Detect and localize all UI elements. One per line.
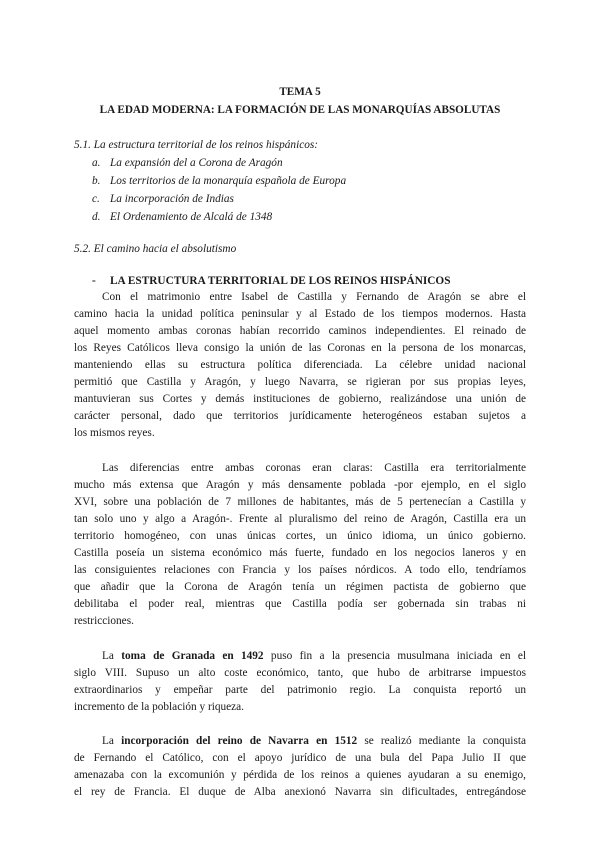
outline-5-1: 5.1. La estructura territorial de los reinos hispánicos:	[74, 139, 319, 151]
p3-line: siglo VIII. Supuso un alto coste económico, tanto, que hubo de arbitrarse impuestos	[74, 667, 526, 679]
section-title: LA ESTRUCTURA TERRITORIAL DE LOS REINOS HISPÁNICOS	[110, 275, 451, 287]
p1-line: los mismos reyes.	[74, 427, 155, 439]
p3-bold: toma de Granada en 1492	[121, 650, 264, 662]
p3-line: incremento de la población y riqueza.	[74, 701, 245, 713]
p2-line: mucho más extensa que Aragón y más densamente poblada -por ejemplo, en el siglo	[74, 479, 526, 491]
outline-item-label: d.	[92, 211, 101, 223]
outline-5-2: 5.2. El camino hacia el absolutismo	[74, 243, 237, 255]
p4-line-1	[102, 734, 526, 748]
p4-bold: incorporación del reino de Navarra en 1512	[121, 735, 358, 747]
p1-line: camino hacia la unidad política peninsular y al Estado de los tiempos modernos. Hasta	[74, 308, 526, 320]
p4-line: amenazaba con la excomunión y pérdida de los reinos a quienes ayudaran a su enemigo,	[74, 769, 526, 781]
p3-line: extraordinarios y empeñar parte del patrimonio regio. La conquista reportó un	[74, 684, 526, 696]
p3-pre: La	[102, 650, 122, 662]
p2-line: restricciones.	[74, 615, 134, 627]
p4-post: se realizó mediante la conquista	[357, 735, 526, 747]
p4-pre: La	[102, 735, 122, 747]
p1-line: permitió que Castilla y Aragón, y luego Navarra, se rigieran por sus propias leyes,	[74, 376, 526, 388]
section-bullet: -	[92, 275, 96, 287]
outline-item-text: El Ordenamiento de Alcalá de 1348	[110, 211, 273, 223]
p4-line: de Fernando el Católico, con el apoyo jurídico de una bula del Papa Julio II que	[74, 752, 526, 764]
p2-line: territorio homogéneo, con unas únicas cortes, un único idioma, un único gobierno.	[74, 530, 526, 542]
outline-item-a	[92, 156, 283, 170]
outline-item-c	[92, 192, 234, 206]
p3-line-1	[102, 649, 526, 663]
outline-item-text: La expansión del a Corona de Aragón	[110, 157, 283, 169]
p3-post: puso fin a la presencia musulmana iniciada en el	[263, 650, 526, 662]
outline-item-text: Los territorios de la monarquía española de Europa	[110, 175, 347, 187]
p2-line: Las diferencias entre ambas coronas eran claras: Castilla era territorialmente	[102, 462, 526, 474]
p2-line: Castilla poseía un sistema económico más fuerte, fundado en los negocios laneros y en	[74, 547, 526, 559]
p1-line: aquel momento ambas coronas habían recorrido caminos independientes. El reinado de	[74, 325, 526, 337]
p2-line: las consiguientes relaciones con Francia y los países nórdicos. A todo ello, tendríamos	[74, 564, 526, 576]
p2-line: que añadir que la Corona de Aragón tenía un régimen pactista de gobierno que	[74, 581, 526, 593]
p2-line: tan solo uno y algo a Aragón-. Frente al pluralismo del reino de Aragón, Castilla era un	[74, 513, 526, 525]
outline-item-label: c.	[92, 193, 100, 205]
outline-item-label: b.	[92, 175, 101, 187]
p1-line: Con el matrimonio entre Isabel de Castilla y Fernando de Aragón se abre el	[102, 291, 526, 303]
p1-line: mantuvieran sus Cortes y demás instituciones de gobierno, realizándose una unión de	[74, 393, 526, 405]
outline-item-b	[92, 174, 346, 188]
p1-line: los Reyes Católicos lleva consigo la unión de las Coronas en la persona de los monarcas,	[74, 342, 526, 354]
outline-item-text: La incorporación de Indias	[110, 193, 234, 205]
outline-item-d	[92, 210, 272, 224]
p4-line: el rey de Francia. El duque de Alba anexionó Navarra sin dificultades, entregándose	[74, 786, 526, 798]
tema-title: TEMA 5	[279, 86, 321, 98]
outline-item-label: a.	[92, 157, 101, 169]
tema-subtitle: LA EDAD MODERNA: LA FORMACIÓN DE LAS MONARQUÍAS ABSOLUTAS	[99, 104, 501, 116]
p2-line: debilitaba el poder real, mientras que Castilla podía ser gobernada sin trabas ni	[74, 598, 526, 610]
p2-line: XVI, sobre una población de 7 millones de habitantes, más de 5 pertenecían a Castilla y	[74, 496, 526, 508]
p1-line: manteniendo ellas su estructura política diferenciada. La célebre unidad nacional	[74, 359, 526, 371]
p1-line: carácter personal, dado que territorios jurídicamente heterogéneos estaban sujetos a	[74, 410, 526, 422]
